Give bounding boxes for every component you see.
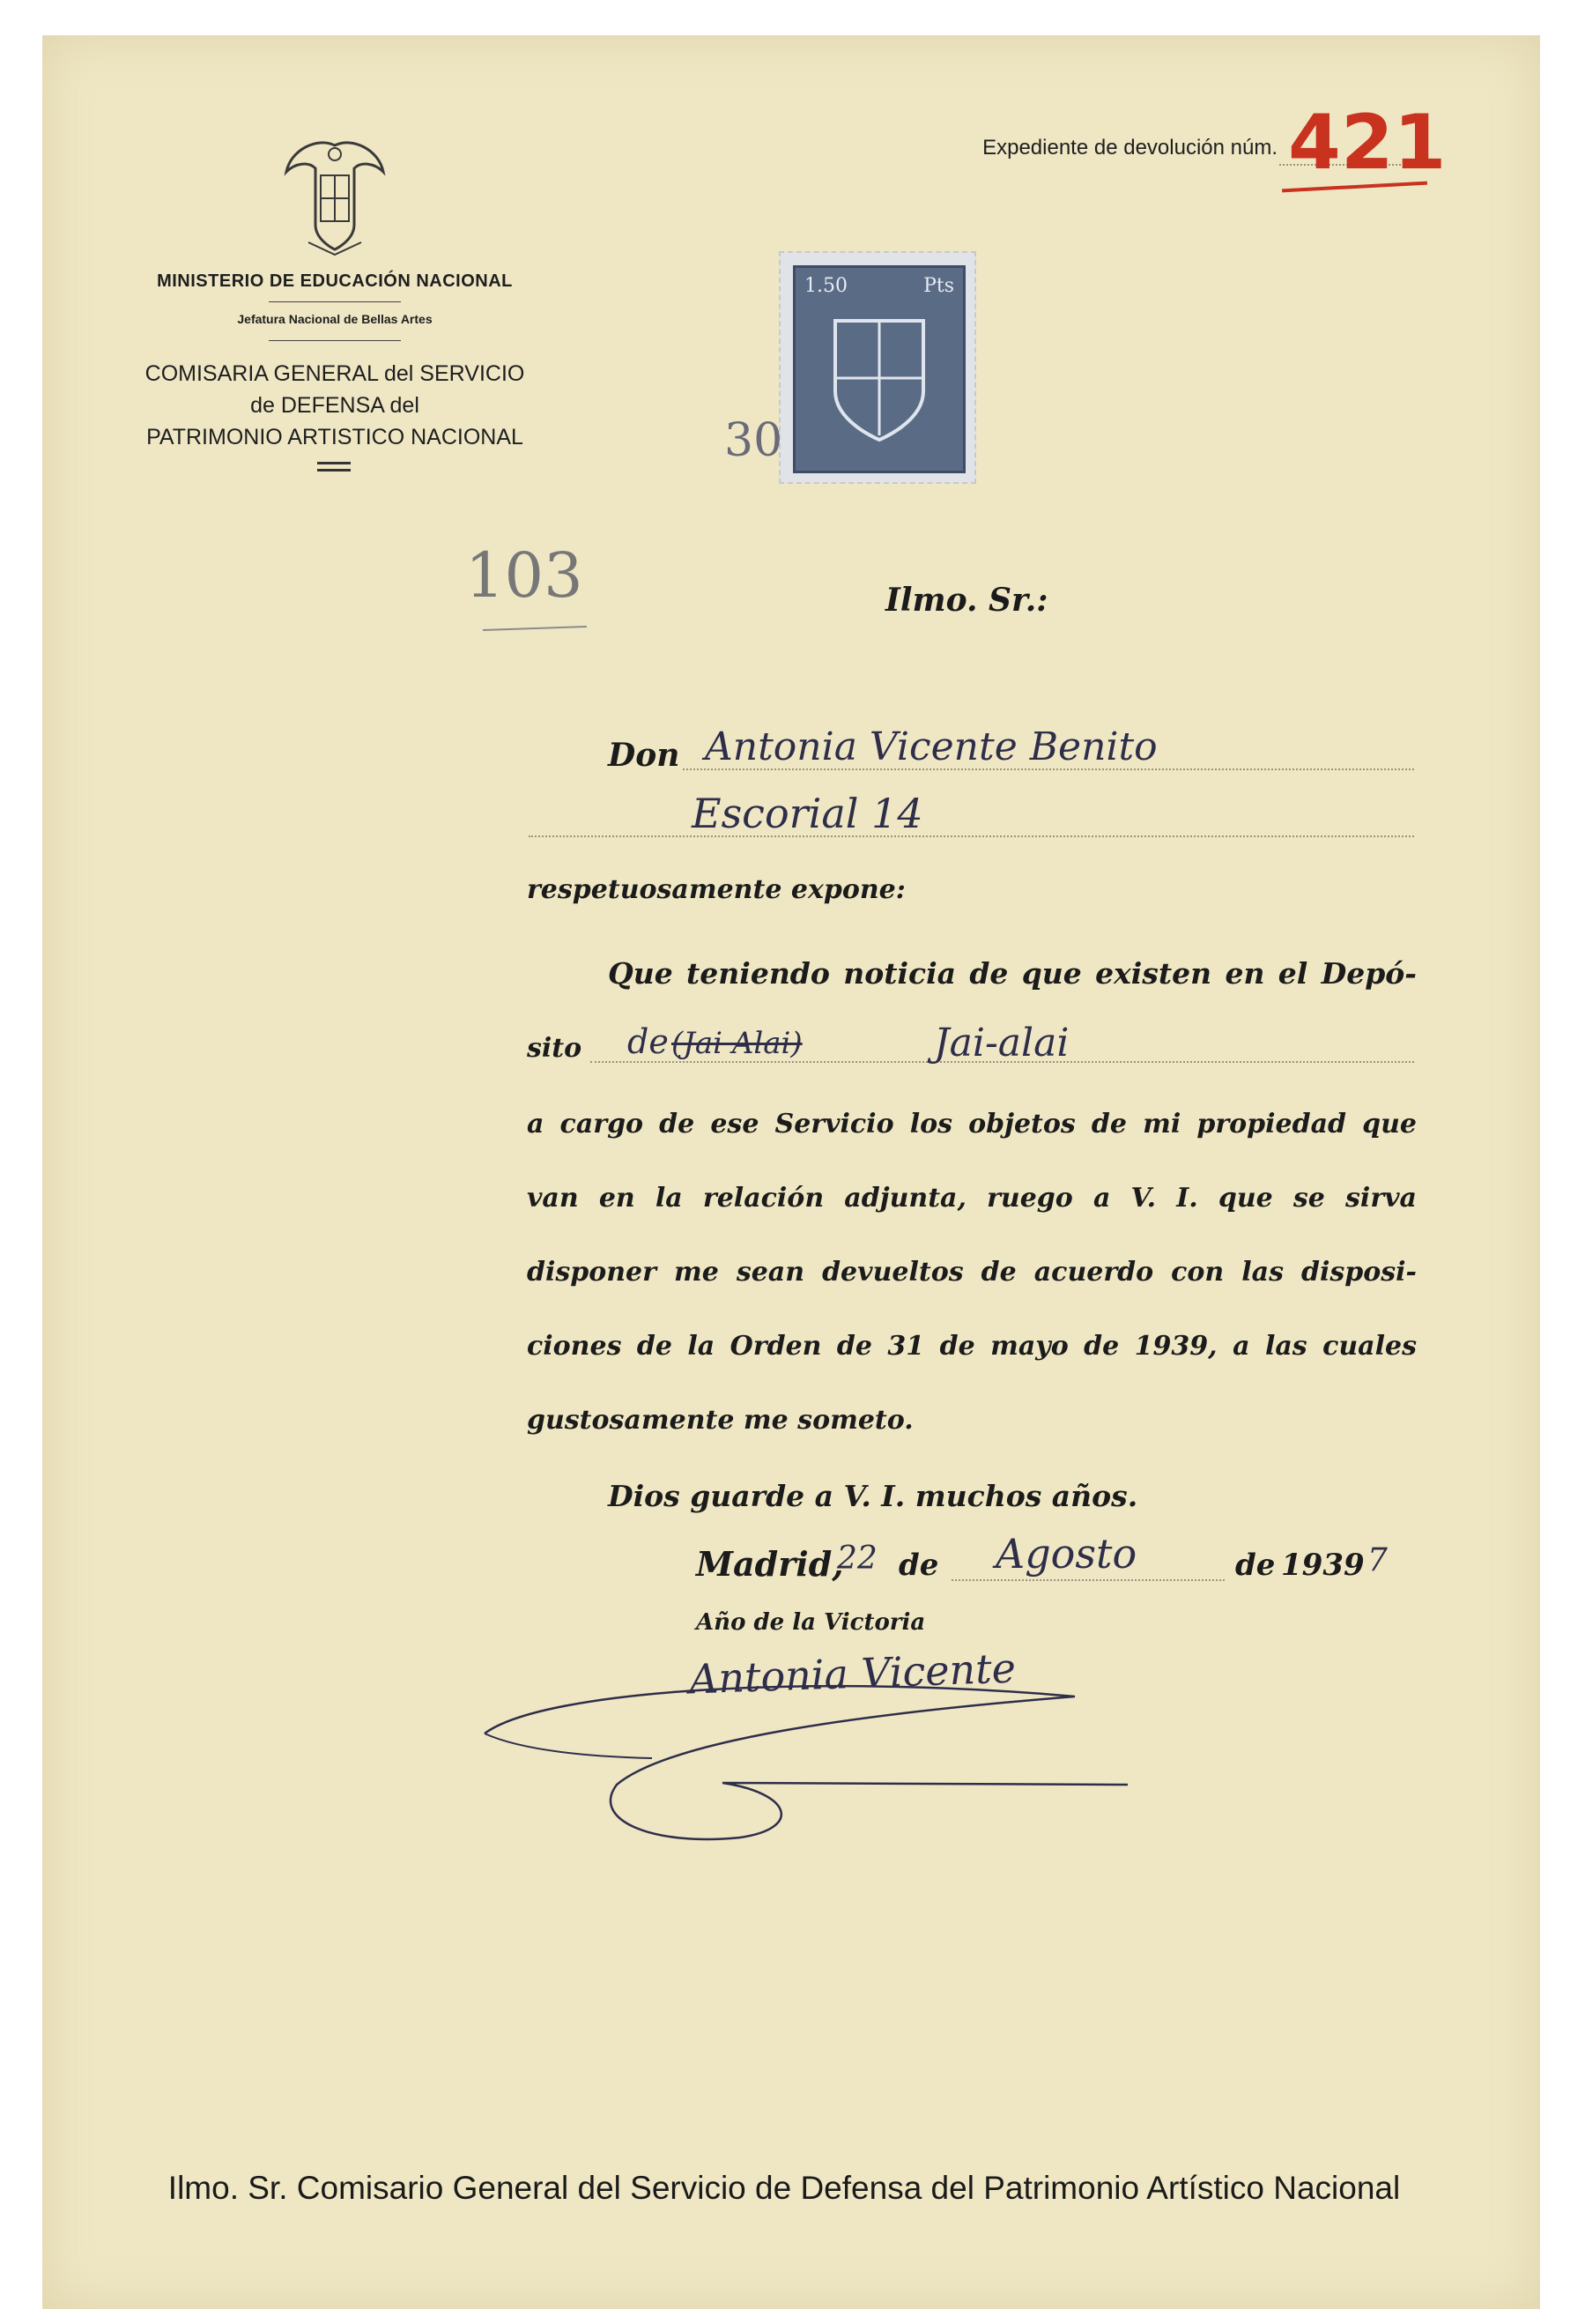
victoria-line: Año de la Victoria <box>696 1609 926 1636</box>
fiscal-stamp <box>779 251 976 484</box>
applicant-address: Escorial 14 <box>692 790 923 837</box>
date-de-2: de <box>1235 1548 1276 1583</box>
salutation: Ilmo. Sr.: <box>885 582 1048 619</box>
don-label: Don <box>608 737 680 774</box>
expediente-number: 421 <box>1288 99 1447 187</box>
deposit-struck-text: (Jai Alai) <box>671 1026 803 1061</box>
stamp-value-left: 1.50 <box>804 275 848 297</box>
coat-of-arms-icon <box>282 137 388 260</box>
date-day: 22 <box>837 1541 878 1577</box>
stamp-shield-icon <box>822 312 937 444</box>
double-rule <box>317 469 351 471</box>
date-month: Agosto <box>996 1530 1137 1578</box>
double-rule <box>317 462 351 464</box>
month-dotline <box>952 1579 1225 1581</box>
stamp-handwritten-number: 30 <box>724 414 783 467</box>
signature-name: Antonia Vicente <box>688 1644 1017 1704</box>
jefatura-name: Jefatura Nacional de Bellas Artes <box>237 312 433 326</box>
body-line-6: ciones de la Orden de 31 de mayo de 1939, a las cuales <box>527 1331 1417 1362</box>
signature-flourish <box>476 1679 1145 1855</box>
deposit-name: Jai-alai <box>934 1021 1070 1065</box>
body-line-1: Que teniendo noticia de que existen en el Depó- <box>608 956 1417 991</box>
closing: Dios guarde a V. I. muchos años. <box>608 1479 1138 1513</box>
divider <box>269 340 401 341</box>
body-line-4: van en la relación adjunta, ruego a V. I. que se sirva <box>527 1183 1417 1214</box>
divider <box>269 301 401 302</box>
address-dotline <box>529 835 1414 837</box>
expone-text: respetuosamente expone: <box>527 874 906 905</box>
body-line-5: disponer me sean devueltos de acuerdo con las disposi- <box>527 1257 1417 1288</box>
comisaria-line-2: de DEFENSA del <box>250 393 419 418</box>
date-place: Madrid, <box>696 1544 844 1584</box>
deposit-prefix: de <box>627 1022 669 1061</box>
ministry-name: MINISTERIO DE EDUCACIÓN NACIONAL <box>157 271 513 291</box>
body-line-2-start: sito <box>527 1033 582 1064</box>
comisaria-line-3: PATRIMONIO ARTISTICO NACIONAL <box>146 425 523 449</box>
body-line-7: gustosamente me someto. <box>527 1405 914 1436</box>
stamp-value-right: Pts <box>923 275 954 297</box>
date-year-suffix: 7 <box>1367 1542 1388 1578</box>
comisaria-line-1: COMISARIA GENERAL del SERVICIO <box>144 361 525 386</box>
footer-addressee: Ilmo. Sr. Comisario General del Servicio de Defensa del Patrimonio Artístico Nacional <box>167 2170 1401 2206</box>
date-year: 1939 <box>1281 1548 1365 1583</box>
expediente-label: Expediente de devolución núm. <box>982 136 1278 160</box>
registry-number: 103 <box>465 539 583 612</box>
body-line-3: a cargo de ese Servicio los objetos de mi propiedad que <box>527 1109 1417 1140</box>
date-de-1: de <box>899 1548 939 1583</box>
applicant-name: Antonia Vicente Benito <box>705 724 1158 769</box>
